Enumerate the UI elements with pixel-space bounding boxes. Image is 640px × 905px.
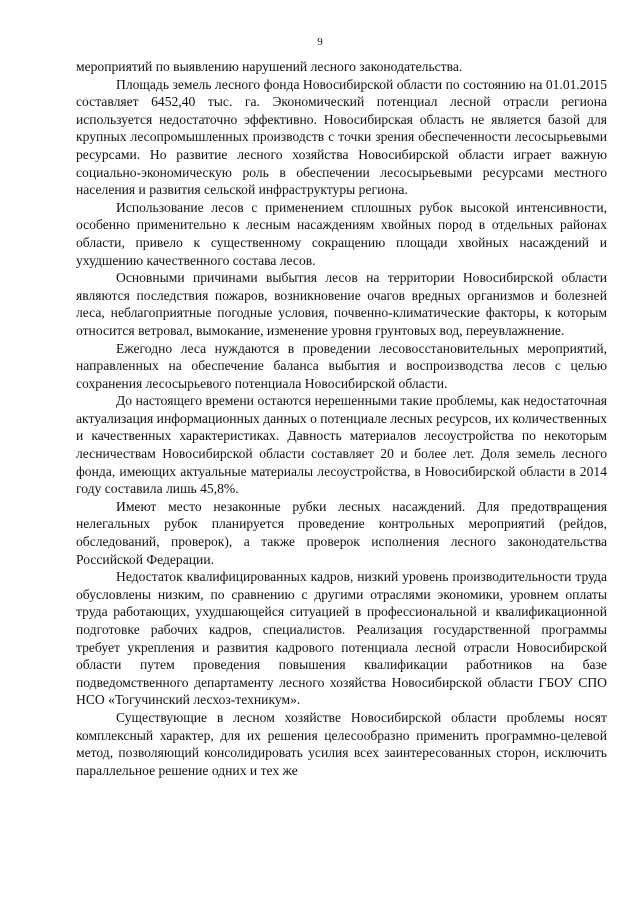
paragraph-forest-fund-area: Площадь земель лесного фонда Новосибирской области по состоянию на 01.01.2015 составляет 6452,40 тыс. га. Экономический потенциал лесной отрасли региона используется недостаточно эффективно. Новосибирская область не является базой для крупных лесопромышленных производств с точки зрения обеспеченности лесосырьевыми ресурсами. Но развитие лесного хозяйства Новосибирской области играет важную социально-экономическую роль в обеспечении лесосырьевыми ресурсами местного населения и развития сельской инфраструктуры региона. xyxy=(76,76,607,198)
paragraph-reforestation: Ежегодно леса нуждаются в проведении лесовосстановительных мероприятий, направленных на обеспечение баланса выбытия и воспроизводства лесов с целью сохранения лесосырьевого потенциала Новосибирской области. xyxy=(76,340,607,391)
paragraph-program-method: Существующие в лесном хозяйстве Новосибирской области проблемы носят комплексный характер, для их решения целесообразно применить программно-целевой метод, позволяющий консолидировать усилия всех заинтересованных сторон, исключить параллельное решение одних и тех же xyxy=(76,709,607,778)
paragraph-clear-cutting: Использование лесов с применением сплошных рубок высокой интенсивности, особенно применительно к лесным насаждениям хвойных пород в отдельных районах области, привело к существенному сокращению площади хвойных насаждений и ухудшению качественного состава лесов. xyxy=(76,199,607,268)
body-text xyxy=(76,58,607,779)
page-number: 9 xyxy=(317,36,323,48)
paragraph-continuation: мероприятий по выявлению нарушений лесного законодательства. xyxy=(76,59,463,74)
paragraph-unresolved-problems: До настоящего времени остаются нерешенными такие проблемы, как недостаточная актуализация информационных данных о потенциале лесных ресурсов, их количественных и качественных характеристиках. Давность материалов лесоустройства по некоторым лесничествам Новосибирской области составляет 20 и более лет. Доля земель лесного фонда, имеющих актуальные материалы лесоустройства, в Новосибирской области в 2014 году составила лишь 45,8%. xyxy=(76,393,607,497)
paragraph-forest-loss-causes: Основными причинами выбытия лесов на территории Новосибирской области являются последствия пожаров, возникновение очагов вредных организмов и болезней леса, неблагоприятные погодные условия, почвенно-климатические факторы, к которым относится ветровал, вымокание, изменение уровня грунтовых вод, переувлажнение. xyxy=(76,270,607,338)
paragraph-staff-shortage: Недостаток квалифицированных кадров, низкий уровень производительности труда обусловлены низким, по сравнению с другими отраслями экономики, уровнем оплаты труда работающих, ухудшающейся ситуацией в профессиональной и квалификационной подготовке рабочих кадров, специалистов. Реализация государственной программы требует укрепления и развития кадрового потенциала лесной отрасли Новосибирской области путем проведения повышения квалификации работников на базе подведомственного департаменту лесного хозяйства Новосибирской области ГБОУ СПО НСО «Тогучинский лесхоз-техникум». xyxy=(76,569,607,708)
paragraph-illegal-logging: Имеют место незаконные рубки лесных насаждений. Для предотвращения нелегальных рубок планируется проведение контрольных мероприятий (рейдов, обследований, проверок), а также проверок исполнения лесного законодательства Российской Федерации. xyxy=(76,498,607,567)
